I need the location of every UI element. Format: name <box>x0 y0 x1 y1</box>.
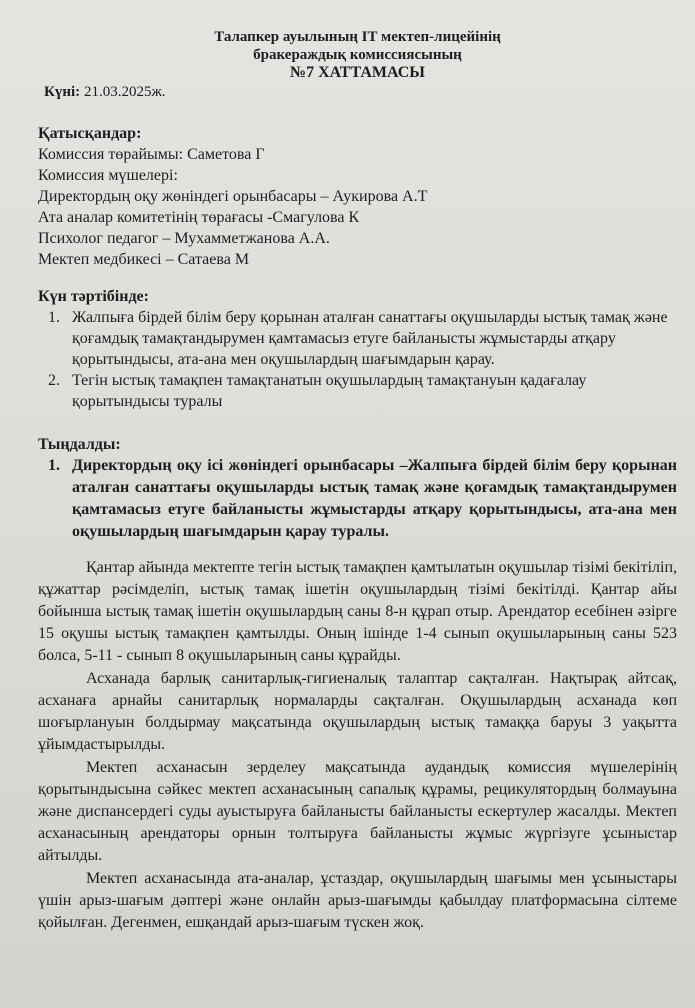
participants-section <box>38 123 677 270</box>
heard-list <box>38 455 677 543</box>
participant-line: Мектеп медбикесі – Сатаева М <box>38 251 250 268</box>
participant-line: Ата аналар комитетінің төрағасы -Смагулова К <box>38 209 360 226</box>
body-paragraph: Қантар айында мектепте тегін ыстық тамақпен қамтылатын оқушылар тізімі бекітіліп, құжаттар рәсімделіп, ыстық тамақ ішетін оқушылардың тізімі бекітілді. Қантар айы бойынша ыстық тамақ ішетін оқушылардың саны 8-н құрап отыр. Арендатор есебінен әзірге 15 оқушы ыстық тамақпен қамтылды. Оның ішінде 1-4 сынып оқушыларының саны 523 болса, 5-11 - сынып 8 оқушыларының саны құрайды. <box>38 559 677 664</box>
agenda-item: 1. Жалпыға бірдей білім беру қорынан аталған санаттағы оқушыларды ыстық тамақ және қоғамдық тамақтандырумен қамтамасыз етуге байланысты жұмыстарды атқару қорытындысы, ата-ана мен оқушылардың шағымдарын қарау. <box>64 307 677 370</box>
heard-section <box>38 434 677 543</box>
agenda-title: Күн тәртібінде: <box>38 288 149 305</box>
participant-line: Психолог педагог – Мухамметжанова А.А. <box>38 230 330 247</box>
protocol-body <box>38 557 677 934</box>
document-header <box>38 28 677 82</box>
header-line-2: бракераждық комиссиясының <box>253 47 462 63</box>
body-paragraph: Асханада барлық санитарлық-гигиеналық талаптар сақталған. Нақтырақ айтсақ, асханаға арнайы санитарлық нормаларды сақталған. Оқушылардың асханада көп шоғырлануын болдырмау мақсатында оқушылардың ыстық тамаққа баруы 3 уақытта ұйымдастырылды. <box>38 670 677 753</box>
participant-line: Директордың оқу жөніндегі орынбасары – Аукирова А.Т <box>38 188 428 205</box>
date-value: 21.03.2025ж. <box>83 84 166 100</box>
heard-title: Тыңдалды: <box>38 436 121 453</box>
date-label: Күні: <box>44 84 81 100</box>
participant-line: Комиссия мүшелері: <box>38 167 178 184</box>
participants-title: Қатысқандар: <box>38 125 142 142</box>
agenda-list <box>38 307 677 412</box>
header-line-1: Талапкер ауылының IT мектеп-лицейінің <box>214 29 501 45</box>
body-paragraph: Мектеп асханасын зерделеу мақсатында аудандық комиссия мүшелерінің қорытындысына сәйкес мектеп асханасының сапалық құрамы, рецикулятордың болмауына және диспансердегі суды ауыстыруға байланысты байланысты ескертулер жасалды. Мектеп асханасының арендаторы орнын толтыруға байланысты жұмыс жүргізуге ұсыныстар айтылды. <box>38 759 677 864</box>
protocol-title: №7 ХАТТАМАСЫ <box>289 64 425 81</box>
agenda-section <box>38 286 677 412</box>
agenda-item: 2. Тегін ыстық тамақпен тамақтанатын оқушылардың тамақтануын қадағалау қорытындысы туралы <box>64 370 677 412</box>
protocol-date <box>44 84 677 101</box>
heard-item: 1. Директордың оқу ісі жөніндегі орынбасары –Жалпыға бірдей білім беру қорынан аталған санаттағы оқушыларды ыстық тамақ және қоғамдық тамақтандырумен қамтамасыз етуге байланысты жұмыстарды атқару қорытындысы, ата-ана мен оқушылардың шағымдарын қарау туралы. <box>64 455 677 543</box>
body-paragraph: Мектеп асханасында ата-аналар, ұстаздар, оқушылардың шағымы мен ұсыныстары үшін арыз-шағым дәптері және онлайн арыз-шағымды қабылдау платформасына сілтеме қойылған. Дегенмен, ешқандай арыз-шағым түскен жоқ. <box>38 870 677 931</box>
participant-line: Комиссия төрайымы: Саметова Г <box>38 146 265 163</box>
